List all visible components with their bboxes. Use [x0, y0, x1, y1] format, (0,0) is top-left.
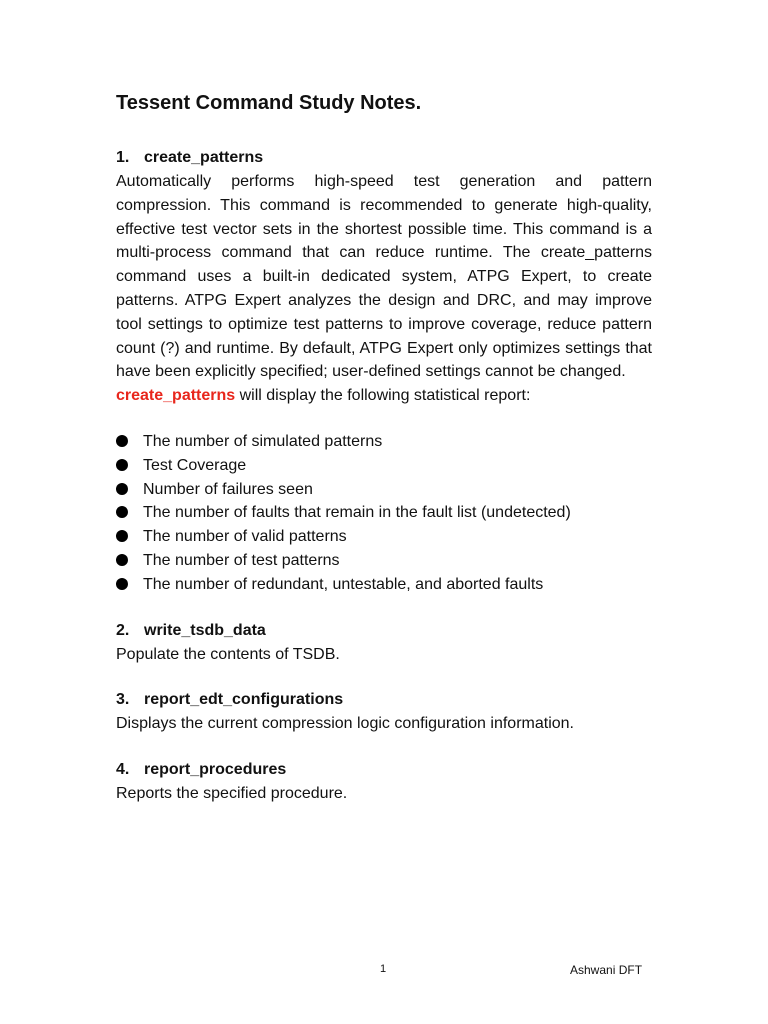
- statistics-list: [116, 430, 652, 597]
- section-title: report_edt_configurations: [144, 691, 344, 709]
- footer-author: Ashwani DFT: [570, 963, 643, 977]
- section-write-tsdb-data: [116, 619, 652, 667]
- section-title: write_tsdb_data: [144, 621, 266, 639]
- list-item-text: The number of test patterns: [143, 551, 340, 569]
- bullet-icon: [116, 573, 143, 597]
- section-heading: [116, 146, 652, 170]
- page-number: 1: [380, 963, 387, 975]
- list-item: [116, 549, 652, 573]
- bullet-icon: [116, 549, 143, 573]
- section-number: 2.: [116, 621, 130, 639]
- list-item: [116, 525, 652, 549]
- document-page: [116, 88, 652, 828]
- section-number: 3.: [116, 691, 130, 709]
- section-number: 1.: [116, 149, 130, 166]
- bullet-icon: [116, 525, 143, 549]
- section-number: 4.: [116, 761, 130, 779]
- list-item: [116, 573, 652, 597]
- section-heading: [116, 758, 652, 782]
- list-item: [116, 454, 652, 478]
- section-title: report_procedures: [144, 761, 287, 779]
- list-item-text: Test Coverage: [143, 456, 247, 474]
- section-title: create_patterns: [144, 149, 264, 166]
- page-title: Tessent Command Study Notes.: [116, 92, 422, 114]
- list-item: [116, 430, 652, 454]
- list-item-text: The number of redundant, untestable, and aborted faults: [143, 575, 544, 593]
- section-paragraph: Populate the contents of TSDB.: [116, 645, 340, 663]
- section-paragraph: Automatically performs high-speed test generation and pattern compression. This command is recommended to generate high-quality, effective test vector sets in the shortest possible time. This command is a multi-process command that can reduce runtime. The create_patterns command uses a built-in dedicated system, ATPG Expert, to create patterns. ATPG Expert analyzes the design and DRC, and may improve tool settings to optimize test patterns to improve coverage, reduce pattern count (?) and runtime. By default, ATPG Expert only optimizes settings that have been explicitly specified; user-defined settings cannot be changed.: [116, 173, 652, 381]
- section-paragraph: Displays the current compression logic configuration information.: [116, 715, 574, 733]
- report-intro: [116, 384, 652, 408]
- list-item-text: The number of simulated patterns: [143, 432, 383, 450]
- section-report-procedures: [116, 758, 652, 806]
- section-heading: [116, 688, 652, 712]
- section-create-patterns: [116, 146, 652, 597]
- section-paragraph: Reports the specified procedure.: [116, 785, 348, 803]
- list-item: [116, 478, 652, 502]
- report-intro-text: will display the following statistical report:: [235, 387, 531, 405]
- bullet-icon: [116, 478, 143, 502]
- bullet-icon: [116, 430, 143, 454]
- list-item-text: The number of valid patterns: [143, 528, 347, 546]
- list-item-text: The number of faults that remain in the fault list (undetected): [143, 504, 571, 522]
- list-item-text: Number of failures seen: [143, 480, 313, 498]
- bullet-icon: [116, 454, 143, 478]
- section-report-edt-configurations: [116, 688, 652, 736]
- list-item: [116, 501, 652, 525]
- highlighted-command: create_patterns: [116, 387, 236, 405]
- section-heading: [116, 619, 652, 643]
- bullet-icon: [116, 501, 143, 525]
